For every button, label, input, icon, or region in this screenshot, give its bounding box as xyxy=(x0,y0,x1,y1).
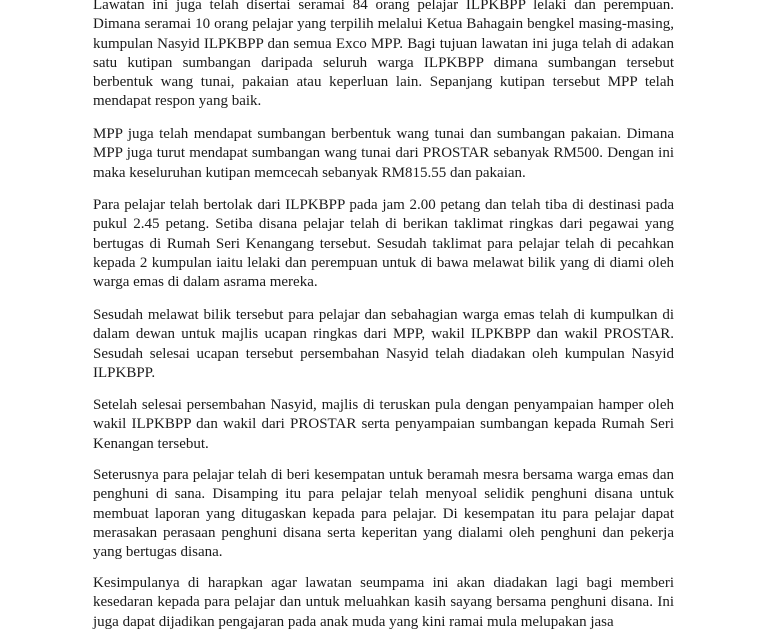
paragraph-3: Para pelajar telah bertolak dari ILPKBPP pada jam 2.00 petang dan telah tiba di destinasi pada pukul 2.45 petang. Setiba disana pelajar telah di berikan taklimat ringkas dari pegawai yang bertugas di Rumah Seri Kenangang tersebut. Sesudah taklimat para pelajar telah di pecahkan kepada 2 kumpulan iaitu lelaki dan perempuan untuk di bawa melawat bilik yang di diami oleh warga emas di dalam asrama mereka. xyxy=(93,197,674,291)
paragraph-4: Sesudah melawat bilik tersebut para pelajar dan sebahagian warga emas telah di kumpulkan di dalam dewan untuk majlis ucapan ringkas dari MPP, wakil ILPKBPP dan wakil PROSTAR. Sesudah selesai ucapan tersebut persembahan Nasyid telah diadakan oleh kumpulan Nasyid ILPKBPP. xyxy=(93,307,674,381)
paragraph-6: Seterusnya para pelajar telah di beri kesempatan untuk beramah mesra bersama warga emas dan penghuni di sana. Disamping itu para pelajar telah menyoal selidik penghuni disana untuk membuat laporan yang ditugaskan kepada para pelajar. Di kesempatan itu para pelajar dapat merasakan perasaan penghuni disana serta keperitan yang dialami oleh penghuni dan pekerja yang bertugas disana. xyxy=(93,467,674,561)
paragraph-5: Setelah selesai persembahan Nasyid, majlis di teruskan pula dengan penyampaian hamper oleh wakil ILPKBPP dan wakil dari PROSTAR serta penyampaian sumbangan kepada Rumah Seri Kenangan tersebut. xyxy=(93,397,674,452)
paragraph-7: Kesimpulanya di harapkan agar lawatan seumpama ini akan diadakan lagi bagi memberi kesedaran kepada para pelajar dan untuk meluahkan kasih sayang bersama penghuni disana. Ini juga dapat dijadikan pengajaran pada anak muda yang kini ramai mula melupakan jasa xyxy=(93,575,674,630)
paragraph-2: MPP juga telah mendapat sumbangan berbentuk wang tunai dan sumbangan pakaian. Dimana MPP juga turut mendapat sumbangan wang tunai dari PROSTAR sebanyak RM500. Dengan ini maka keseluruhan kutipan memcecah sebanyak RM815.55 dan pakaian. xyxy=(93,126,674,181)
paragraph-1: Lawatan ini juga telah disertai seramai 84 orang pelajar ILPKBPP lelaki dan perempuan. Dimana seramai 10 orang pelajar yang terpilih melalui Ketua Bahagain bengkel masing-masing, kumpulan Nasyid ILPKBPP dan semua Exco MPP. Bagi tujuan lawatan ini juga telah di adakan satu kutipan sumbangan daripada seluruh warga ILPKBPP dimana sumbangan tersebut berbentuk wang tunai, pakaian atau keperluan lain. Sepanjang kutipan tersebut MPP telah mendapat respon yang baik. xyxy=(93,0,674,110)
